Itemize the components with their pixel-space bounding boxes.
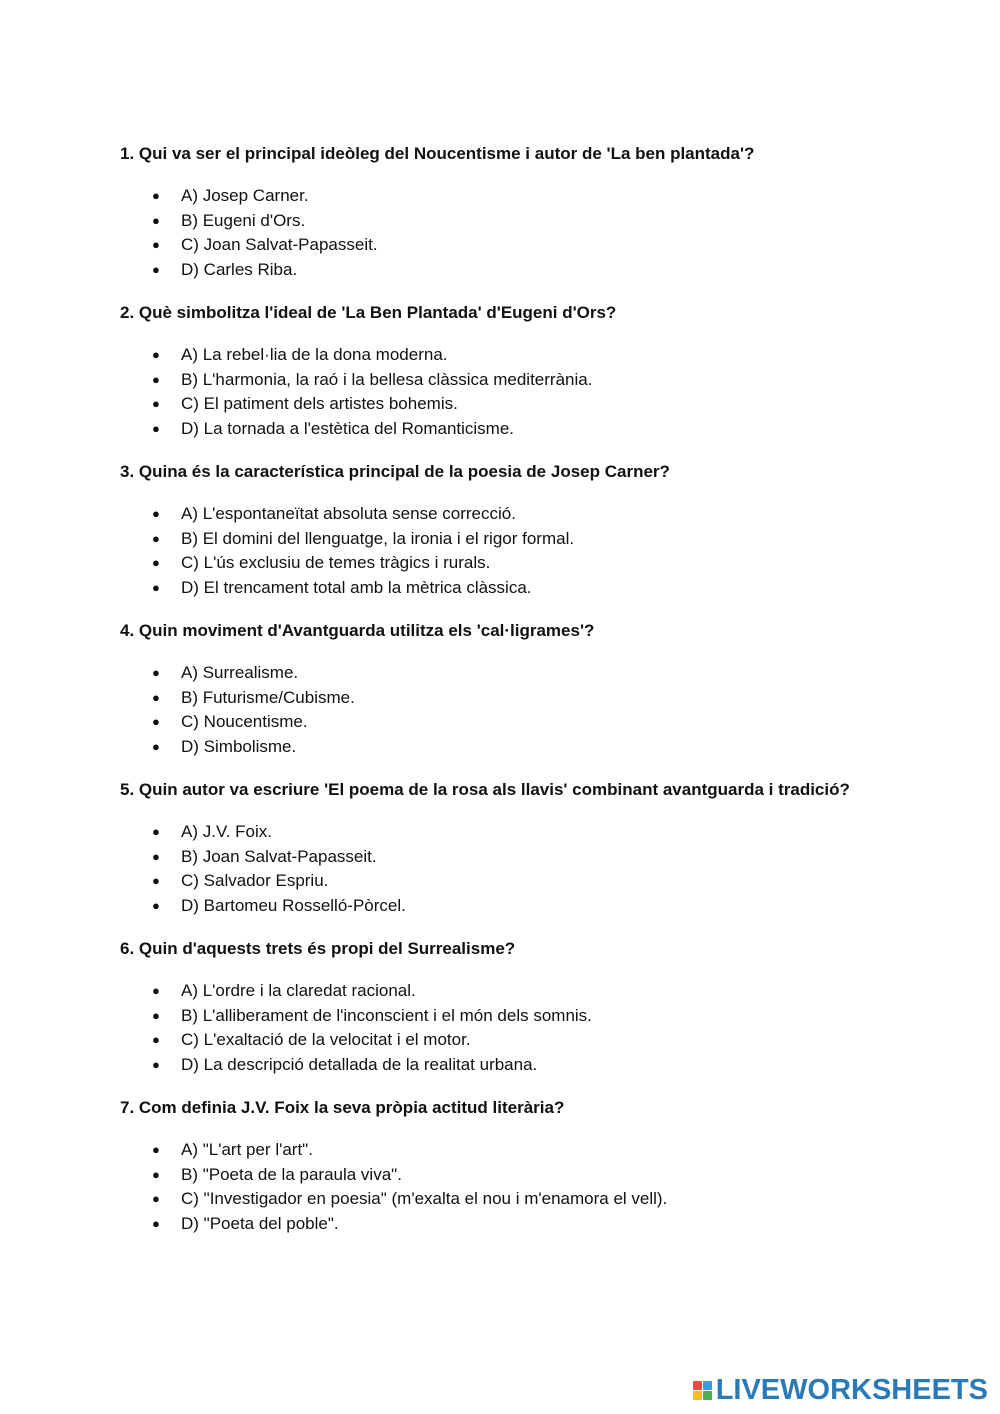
brand-name: LIVEWORKSHEETS: [715, 1373, 988, 1406]
option-text: B) Futurisme/Cubisme.: [181, 687, 355, 707]
question-text: 1. Qui va ser el principal ideòleg del Noucentisme i autor de 'La ben plantada'?: [120, 144, 755, 163]
bullet-icon: ●: [152, 212, 160, 228]
question-block: [120, 936, 860, 1077]
bullet-icon: ●: [152, 897, 160, 913]
bullet-icon: ●: [152, 188, 160, 203]
bullet-icon: ●: [152, 396, 160, 411]
option-text: A) "L'art per l'art".: [181, 1140, 313, 1159]
option-list: [120, 502, 860, 600]
option-list: [120, 1138, 860, 1236]
option-item: [120, 233, 860, 258]
question-block: [120, 300, 860, 441]
option-item: [120, 1187, 860, 1212]
option-text: B) El domini del llenguatge, la ironia i el rigor formal.: [181, 528, 575, 548]
option-text: A) Surrealisme.: [181, 663, 299, 682]
question-text: 5. Quin autor va escriure 'El poema de la rosa als llavis' combinant avantguarda i tradició?: [120, 780, 850, 799]
option-text: C) L'exaltació de la velocitat i el motor.: [181, 1030, 471, 1049]
option-item: [120, 869, 860, 894]
option-item: [120, 392, 860, 417]
option-text: C) Noucentisme.: [181, 712, 308, 731]
option-item: [120, 502, 860, 527]
bullet-icon: ●: [152, 506, 160, 521]
option-text: A) L'ordre i la claredat racional.: [181, 981, 416, 1000]
option-item: [120, 184, 860, 209]
option-list: [120, 820, 860, 918]
worksheet: [120, 141, 860, 1254]
option-text: A) La rebel·lia de la dona moderna.: [181, 345, 448, 364]
question-list: [120, 141, 860, 1236]
option-text: C) El patiment dels artistes bohemis.: [181, 394, 458, 413]
option-text: C) "Investigador en poesia" (m'exalta el nou i m'enamora el vell).: [181, 1189, 668, 1208]
option-text: A) L'espontaneïtat absoluta sense correcció.: [181, 504, 516, 523]
option-text: D) La descripció detallada de la realitat urbana.: [181, 1054, 538, 1074]
option-item: [120, 1028, 860, 1053]
bullet-icon: ●: [152, 237, 160, 252]
question-block: [120, 1095, 860, 1236]
option-item: [120, 735, 860, 760]
bullet-icon: ●: [152, 873, 160, 888]
option-list: [120, 184, 860, 282]
option-text: B) "Poeta de la paraula viva".: [181, 1164, 402, 1184]
bullet-icon: ●: [152, 689, 160, 705]
option-item: [120, 576, 860, 601]
option-text: D) La tornada a l'estètica del Romanticisme.: [181, 418, 515, 438]
bullet-icon: ●: [152, 371, 160, 387]
question-text: 4. Quin moviment d'Avantguarda utilitza els 'cal·ligrames'?: [120, 621, 595, 640]
question-block: [120, 618, 860, 759]
bullet-icon: ●: [152, 261, 160, 277]
option-item: [120, 1138, 860, 1163]
option-text: B) Eugeni d'Ors.: [181, 210, 306, 230]
option-item: [120, 209, 860, 234]
bullet-icon: ●: [152, 983, 160, 998]
option-list: [120, 661, 860, 759]
option-item: [120, 1212, 860, 1237]
option-list: [120, 343, 860, 441]
question-text: 3. Quina és la característica principal de la poesia de Josep Carner?: [120, 462, 670, 481]
option-text: A) Josep Carner.: [181, 186, 309, 205]
option-text: B) Joan Salvat-Papasseit.: [181, 846, 377, 866]
bullet-icon: ●: [152, 824, 160, 839]
option-item: [120, 979, 860, 1004]
option-item: [120, 894, 860, 919]
option-item: [120, 368, 860, 393]
option-item: [120, 1053, 860, 1078]
logo-square: [703, 1391, 712, 1400]
option-text: D) "Poeta del poble".: [181, 1213, 339, 1233]
option-item: [120, 1004, 860, 1029]
option-item: [120, 686, 860, 711]
option-text: D) Simbolisme.: [181, 736, 297, 756]
question-block: [120, 459, 860, 600]
logo-square: [703, 1381, 712, 1390]
bullet-icon: ●: [152, 714, 160, 729]
option-item: [120, 661, 860, 686]
option-item: [120, 1163, 860, 1188]
bullet-icon: ●: [152, 1007, 160, 1023]
option-text: B) L'alliberament de l'inconscient i el món dels somnis.: [181, 1005, 592, 1025]
option-text: D) Carles Riba.: [181, 259, 298, 279]
liveworksheets-brand[interactable]: [693, 1375, 988, 1405]
option-item: [120, 551, 860, 576]
option-text: C) L'ús exclusiu de temes tràgics i rurals.: [181, 553, 491, 572]
bullet-icon: ●: [152, 347, 160, 362]
option-text: D) El trencament total amb la mètrica clàssica.: [181, 577, 532, 597]
option-item: [120, 845, 860, 870]
bullet-icon: ●: [152, 1215, 160, 1231]
option-item: [120, 417, 860, 442]
bullet-icon: ●: [152, 1032, 160, 1047]
bullet-icon: ●: [152, 1166, 160, 1182]
liveworksheets-logo-icon: [693, 1381, 712, 1400]
option-list: [120, 979, 860, 1077]
bullet-icon: ●: [152, 1191, 160, 1206]
question-text: 2. Què simbolitza l'ideal de 'La Ben Plantada' d'Eugeni d'Ors?: [120, 303, 617, 322]
option-item: [120, 710, 860, 735]
option-text: C) Salvador Espriu.: [181, 871, 329, 890]
option-text: D) Bartomeu Rosselló-Pòrcel.: [181, 895, 406, 915]
option-text: A) J.V. Foix.: [181, 822, 273, 841]
bullet-icon: ●: [152, 555, 160, 570]
logo-square: [693, 1391, 702, 1400]
bullet-icon: ●: [152, 1056, 160, 1072]
logo-square: [693, 1381, 702, 1390]
option-text: B) L'harmonia, la raó i la bellesa clàssica mediterrània.: [181, 369, 593, 389]
option-item: [120, 258, 860, 283]
bullet-icon: ●: [152, 738, 160, 754]
bullet-icon: ●: [152, 1142, 160, 1157]
option-item: [120, 820, 860, 845]
bullet-icon: ●: [152, 530, 160, 546]
bullet-icon: ●: [152, 848, 160, 864]
bullet-icon: ●: [152, 579, 160, 595]
option-item: [120, 527, 860, 552]
bullet-icon: ●: [152, 420, 160, 436]
question-block: [120, 777, 860, 918]
question-text: 7. Com definia J.V. Foix la seva pròpia actitud literària?: [120, 1098, 565, 1117]
bullet-icon: ●: [152, 665, 160, 680]
option-item: [120, 343, 860, 368]
question-block: [120, 141, 860, 282]
question-text: 6. Quin d'aquests trets és propi del Surrealisme?: [120, 939, 516, 958]
option-text: C) Joan Salvat-Papasseit.: [181, 235, 378, 254]
